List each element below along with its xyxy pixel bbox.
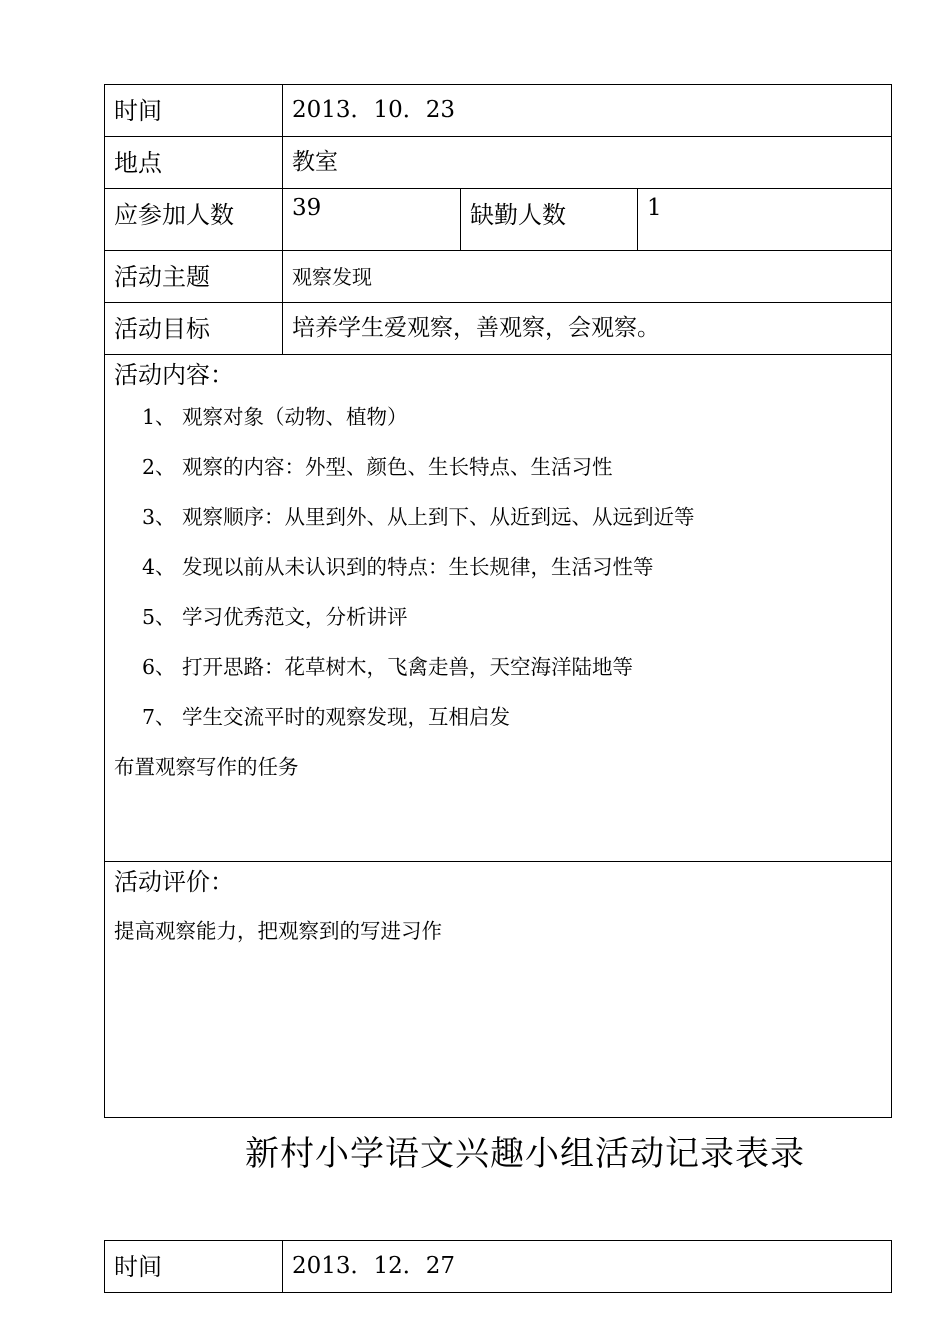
content-list: [114, 402, 883, 732]
expected-count-label: 应参加人数: [105, 189, 283, 251]
item-text: 学习优秀范文，分析讲评: [182, 605, 408, 629]
absent-count-label: 缺勤人数: [461, 189, 638, 251]
item-text: 学生交流平时的观察发现，互相启发: [182, 705, 510, 729]
item-text: 观察顺序：从里到外、从上到下、从近到远、从远到近等: [182, 505, 695, 529]
item-text: 发现以前从未认识到的特点：生长规律，生活习性等: [182, 555, 654, 579]
page-title: 新村小学语文兴趣小组活动记录表录: [245, 1134, 805, 1174]
content-cell: [105, 355, 892, 862]
place-label: 地点: [105, 137, 283, 189]
item-number: 3、: [142, 505, 176, 529]
item-number: 6、: [142, 655, 176, 679]
list-item: [114, 602, 883, 632]
content-row: [105, 355, 892, 862]
list-item: [114, 402, 883, 432]
theme-row: [105, 251, 892, 303]
evaluation-heading: 活动评价：: [114, 868, 234, 896]
evaluation-text: 提高观察能力，把观察到的写进习作: [114, 919, 442, 943]
absent-count-value: 1: [638, 189, 892, 251]
place-row: [105, 137, 892, 189]
list-item: [114, 552, 883, 582]
content-heading: 活动内容：: [114, 361, 234, 389]
item-number: 1、: [142, 405, 176, 429]
item-number: 7、: [142, 705, 176, 729]
item-number: 4、: [142, 555, 176, 579]
place-value: 教室: [283, 137, 892, 189]
item-text: 观察对象（动物、植物）: [182, 405, 408, 429]
time-row: [105, 1241, 892, 1293]
list-item: [114, 452, 883, 482]
time-row: [105, 85, 892, 137]
activity-record-table-2: [104, 1240, 892, 1293]
evaluation-row: [105, 862, 892, 1118]
time-label: 时间: [105, 85, 283, 137]
time-value: 2013．10．23: [283, 85, 892, 137]
item-number: 2、: [142, 455, 176, 479]
time-label: 时间: [105, 1241, 283, 1293]
item-text: 打开思路：花草树木，飞禽走兽，天空海洋陆地等: [182, 655, 633, 679]
content-extra-note: 布置观察写作的任务: [114, 755, 299, 779]
list-item: [114, 502, 883, 532]
goal-value: 培养学生爱观察，善观察，会观察。: [283, 303, 892, 355]
time-value: 2013．12．27: [283, 1241, 892, 1293]
item-number: 5、: [142, 605, 176, 629]
list-item: [114, 702, 883, 732]
theme-label: 活动主题: [105, 251, 283, 303]
evaluation-cell: [105, 862, 892, 1118]
list-item: [114, 652, 883, 682]
goal-row: [105, 303, 892, 355]
attendance-row: [105, 189, 892, 251]
goal-label: 活动目标: [105, 303, 283, 355]
theme-value: 观察发现: [283, 251, 892, 303]
activity-record-table-1: [104, 84, 892, 1118]
expected-count-value: 39: [283, 189, 461, 251]
item-text: 观察的内容：外型、颜色、生长特点、生活习性: [182, 455, 613, 479]
